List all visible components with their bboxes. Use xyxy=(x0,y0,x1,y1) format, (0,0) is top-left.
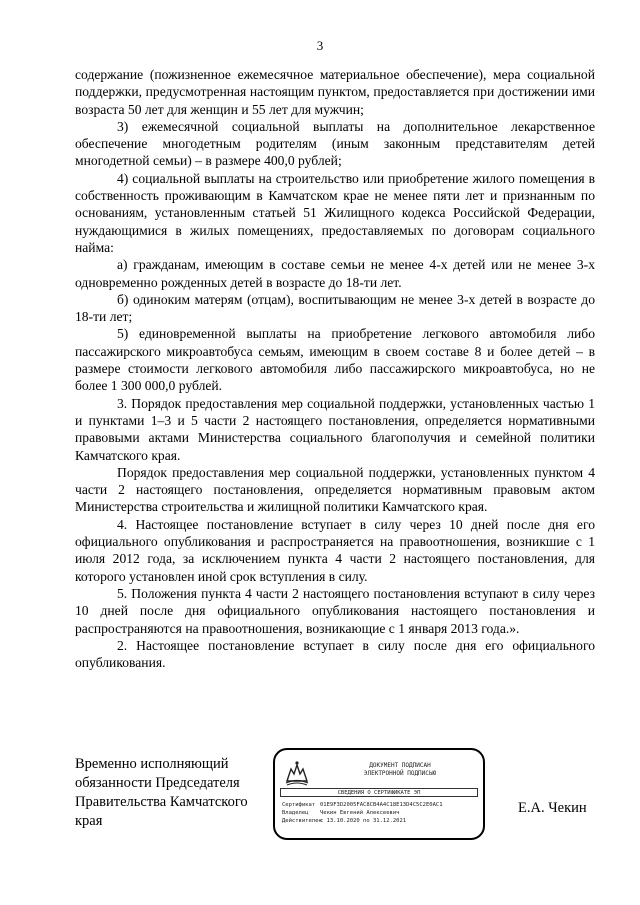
stamp-header-line2: ЭЛЕКТРОННОЙ ПОДПИСЬЮ xyxy=(363,770,437,777)
paragraph-9: 5. Положения пункта 4 части 2 настоящего постановления вступают в силу через 10 дней после дня официального опубликования настоящего постановления и распространяются на правоотношения, возникающие с 1 января 2013 года.». xyxy=(75,585,595,636)
paragraph-4: б) одиноким матерям (отцам), воспитывающим не менее 3-х детей в возрасте до 18-ти лет; xyxy=(75,291,595,325)
paragraph-0: содержание (пожизненное ежемесячное материальное обеспечение), мера социальной поддержки, предусмотренная настоящим пунктом, предоставляется при достижении ими возраста 50 лет для женщин и 55 лет для мужчин; xyxy=(75,67,595,117)
paragraph-6: 3. Порядок предоставления мер социальной поддержки, установленных частью 1 и пунктами 1–3 и 5 части 2 настоящего постановления, определяется нормативными правовыми актами Министерства социального благополучия и семейной политики Камчатского края. xyxy=(75,395,595,463)
stamp-row-label: Действителен xyxy=(282,818,322,824)
stamp-header xyxy=(325,762,475,778)
signer-title: Временно исполняющий обязанности Председателя Правительства Камчатского края xyxy=(75,756,248,829)
stamp-row-label: Сертификат xyxy=(282,802,316,808)
stamp-row-value: Чекин Евгений Алексеевич xyxy=(320,810,400,816)
coat-of-arms-icon xyxy=(283,759,311,787)
electronic-signature-stamp xyxy=(273,748,485,840)
stamp-header-line1: ДОКУМЕНТ ПОДПИСАН xyxy=(369,762,431,769)
stamp-row-validity xyxy=(282,818,406,825)
signer-name: Е.А. Чекин xyxy=(518,800,587,816)
paragraph-8: 4. Настоящее постановление вступает в силу через 10 дней после дня его официального опубликования и распространяется на правоотношения, возникшие с 1 июля 2012 года, за исключением пункта 4 части 2 настоящего постановления, для которого установлен иной срок вступления в силу. xyxy=(75,516,595,584)
paragraph-3: а) гражданам, имеющим в составе семьи не менее 4-х детей или не менее 3-х одновременно рожденных детей в возрасте до 18-ти лет. xyxy=(75,257,595,290)
paragraph-10: 2. Настоящее постановление вступает в силу после дня его официального опубликования. xyxy=(75,637,595,671)
stamp-row-certificate xyxy=(282,802,443,809)
document-body xyxy=(75,66,595,671)
paragraph-5: 5) единовременной выплаты на приобретение легкового автомобиля либо пассажирского микроавтобуса семьям, имеющим в своем составе 8 и более детей – в размере стоимости легкового автомобиля либо пассажирского микроавтобуса, но не более 1 300 000,0 рублей. xyxy=(75,326,595,394)
stamp-row-value: 01E9F3D2005FAC8CB4A4C18E13D4C5C2E0AC1 xyxy=(320,802,443,808)
stamp-row-label: Владелец xyxy=(282,810,309,816)
stamp-row-owner xyxy=(282,810,399,817)
paragraph-7: Порядок предоставления мер социальной поддержки, установленных пунктом 4 части 2 настоящего постановления, определяется нормативным правовым актом Министерства строительства и жилищной политики Камчатского края. xyxy=(75,464,595,515)
paragraph-2: 4) социальной выплаты на строительство или приобретение жилого помещения в собственность проживающим в Камчатском крае не менее пяти лет и признанным по основаниям, установленным статьей 51 Жилищного кодекса Российской Федерации, нуждающимися в жилых помещениях, предоставляемых по договорам социального найма: xyxy=(75,170,595,255)
paragraph-1: 3) ежемесячной социальной выплаты на дополнительное лекарственное обеспечение многодетным родителям (иным законным представителям детей многодетной семьи) – в размере 400,0 рублей; xyxy=(75,118,595,169)
stamp-row-value: с 13.10.2020 по 31.12.2021 xyxy=(320,818,407,824)
page-number: 3 xyxy=(316,38,324,53)
stamp-certificate-bar: СВЕДЕНИЯ О СЕРТИФИКАТЕ ЭП xyxy=(280,788,478,797)
